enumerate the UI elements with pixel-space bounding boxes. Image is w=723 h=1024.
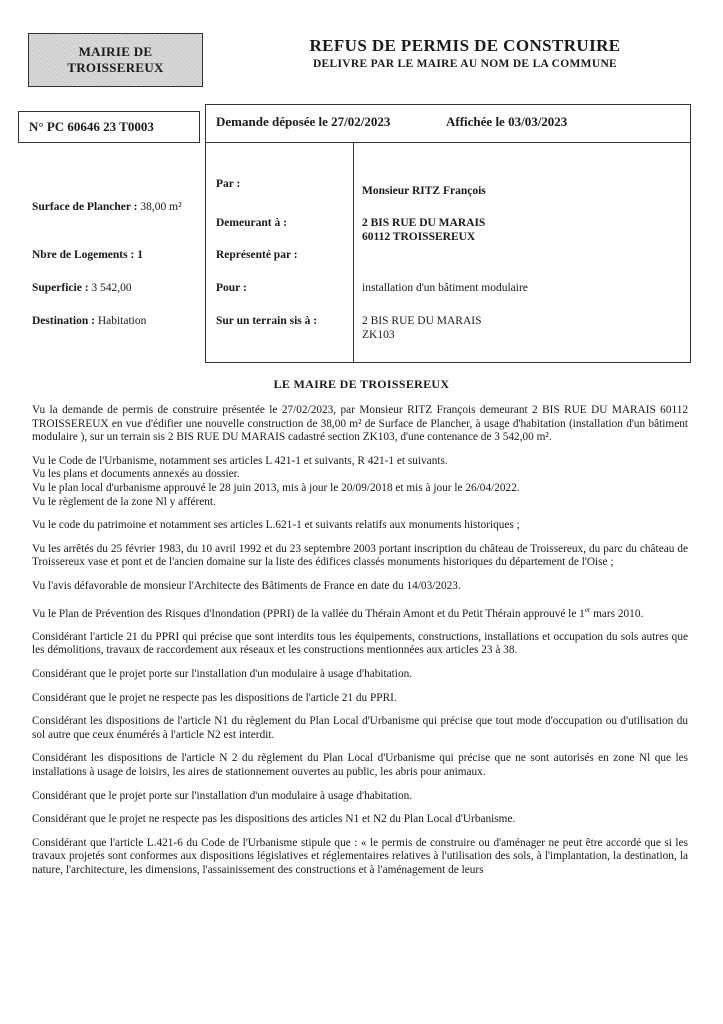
permit-number: N° PC 60646 23 T0003 [29, 119, 154, 134]
destination [32, 315, 146, 327]
paragraph-plans: Vu les plans et documents annexés au dossier. [32, 468, 240, 481]
paragraph-patrimoine: Vu le code du patrimoine et notamment ses articles L.621-1 et suivants relatifs aux monuments historiques ; [32, 519, 520, 532]
paragraph-article-l421-6: Considérant que l'article L.421-6 du Code de l'Urbanisme stipule que : « le permis de construire ou d'aménager ne peut être accordé que si les travaux projetés sont conformes aux dispositions législatives et réglementaires relatives à l'utilisation des sols, à l'implantation, la destination, la nature, l'architecture, les dimensions, l'assainissement des constructions et à l'aménagement de leurs [32, 836, 688, 877]
terrain-label: Sur un terrain sis à : [216, 315, 318, 327]
body-text [32, 404, 688, 888]
represente-label: Représenté par : [216, 249, 298, 261]
paragraph-projet-modulaire: Considérant que le projet porte sur l'installation d'un modulaire à usage d'habitation. [32, 668, 413, 681]
applicant-name: Monsieur RITZ François [362, 185, 486, 197]
destination-label: Destination : [32, 315, 95, 327]
ppri-sup: er [584, 605, 591, 614]
paragraph-demande: Vu la demande de permis de construire présentée le 27/02/2023, par Monsieur RITZ François demeurant 2 BIS RUE DU MARAIS 60112 TROISSEREUX en vue d'édifier une nouvelle construction de 38,00 m² de Surface de Plancher, à usage d'habitation (installation d'un bâtiment modulaire ), sur un terrain sis 2 BIS RUE DU MARAIS cadastré section ZK103, d'une contenance de 3 542,00 m². [32, 404, 688, 444]
surface-plancher [32, 201, 182, 213]
pour-label: Pour : [216, 282, 247, 294]
surface-label: Surface de Plancher : [32, 201, 138, 213]
project-purpose: installation d'un bâtiment modulaire [362, 282, 528, 294]
logements-label: Nbre de Logements : [32, 249, 135, 261]
paragraph-plu: Vu le plan local d'urbanisme approuvé le 28 juin 2013, mis à jour le 20/09/2018 et mis à jour le 26/04/2022. [32, 481, 520, 494]
paragraph-abf: Vu l'avis défavorable de monsieur l'Architecte des Bâtiments de France en date du 14/03/2023. [32, 579, 461, 592]
mairie-line1: MAIRIE DE [78, 44, 153, 59]
section-title: LE MAIRE DE TROISSEREUX [273, 377, 450, 391]
paragraph-article-n2: Considérant les dispositions de l'article N 2 du règlement du Plan Local d'Urbanisme qui précise que ne sont autorisés en zone Nl que les installations à usage de loisirs, les aires de stationnement ouvertes au public, les abris pour animaux. [32, 752, 688, 779]
nbre-logements [32, 249, 143, 261]
ppri-end: mars 2010. [590, 607, 644, 620]
terrain-line1: 2 BIS RUE DU MARAIS [362, 315, 482, 327]
superficie-value: 3 542,00 [91, 282, 132, 294]
ppri-main: Vu le Plan de Prévention des Risques d'Inondation (PPRI) de la vallée du Thérain Amont et du Petit Thérain approuvé le 1 [32, 607, 585, 620]
demeurant-label: Demeurant à : [216, 217, 287, 229]
paragraph-article-21: Considérant l'article 21 du PPRI qui précise que sont interdits tous les équipements, constructions, installations et occupation du sols autres que les démolitions, travaux de raccordement aux réseaux et les constructions mentionnées aux articles 23 à 38. [32, 630, 688, 657]
address-line1: 2 BIS RUE DU MARAIS [362, 217, 486, 229]
mairie-box [28, 33, 203, 87]
paragraph-non-respect-plu: Considérant que le projet ne respecte pas les dispositions des articles N1 et N2 du Plan Local d'Urbanisme. [32, 813, 516, 826]
document-title: REFUS DE PERMIS DE CONSTRUIRE [309, 36, 621, 55]
deposit-date: Demande déposée le 27/02/2023 [216, 114, 391, 129]
destination-value: Habitation [97, 315, 147, 327]
address-line2: 60112 TROISSEREUX [362, 231, 476, 243]
paragraph-projet-modulaire-2: Considérant que le projet porte sur l'installation d'un modulaire à usage d'habitation. [32, 789, 413, 802]
box-divider-vertical [353, 142, 354, 363]
par-label: Par : [216, 178, 241, 190]
permit-number-box [18, 111, 200, 143]
mairie-line2: TROISSEREUX [67, 60, 164, 75]
posting-date: Affichée le 03/03/2023 [446, 114, 568, 129]
logements-value: 1 [137, 249, 143, 261]
paragraph-article-n1: Considérant les dispositions de l'article N1 du règlement du Plan Local d'Urbanisme qui précise que tout mode d'occupation ou d'utilisation du sol autre que ceux énumérés à l'article N2 est interdit. [32, 715, 688, 741]
superficie-label: Superficie : [32, 282, 89, 294]
box-divider-horizontal [205, 142, 691, 143]
terrain-line2: ZK103 [362, 329, 395, 341]
surface-value: 38,00 m² [140, 201, 182, 213]
paragraph-reglement: Vu le règlement de la zone Nl y afférent. [32, 495, 216, 508]
paragraph-ppri [32, 604, 688, 621]
superficie [32, 282, 132, 294]
document-subtitle: DELIVRE PAR LE MAIRE AU NOM DE LA COMMUNE [312, 58, 618, 70]
paragraph-arretes: Vu les arrêtés du 25 février 1983, du 10 avril 1992 et du 23 septembre 2003 portant inscription du château de Troissereux, du parc du château de Troissereux vase et pont et de l'ancien domaine sur la liste des édifices classés monuments historiques du département de l'Oise ; [32, 542, 688, 569]
paragraph-non-respect-ppri: Considérant que le projet ne respecte pas les dispositions de l'article 21 du PPRI. [32, 691, 397, 704]
paragraph-code-urbanisme: Vu le Code de l'Urbanisme, notamment ses articles L 421-1 et suivants, R 421-1 et suivants. [32, 454, 448, 467]
